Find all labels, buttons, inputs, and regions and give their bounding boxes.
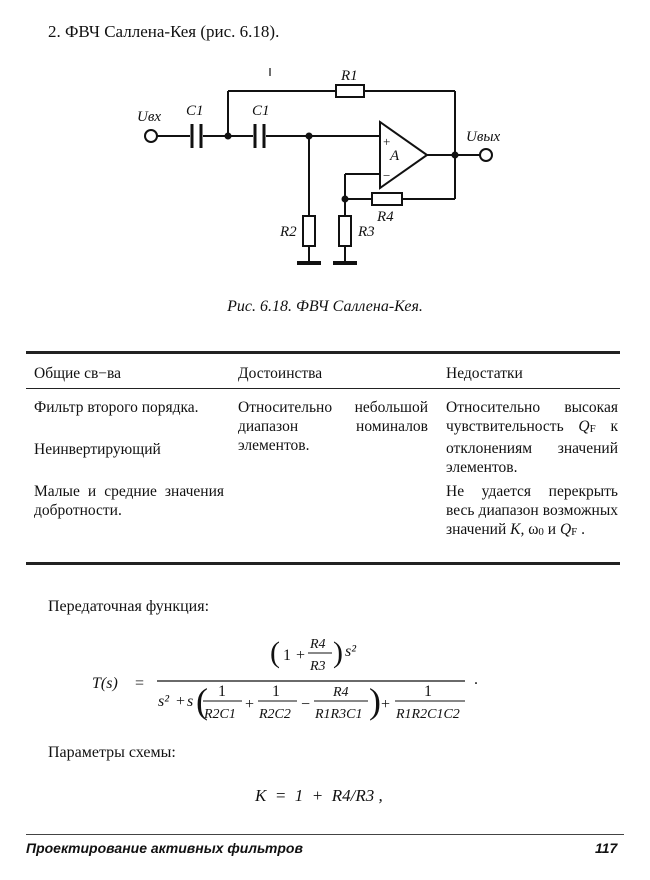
- k-formula: K = 1 + R4/R3 ,: [255, 786, 383, 805]
- label-r1: R1: [341, 68, 358, 84]
- transfer-function-formula: [0, 628, 650, 728]
- header-disadvantages: Недостатки: [446, 365, 523, 382]
- resistor-r1: [336, 85, 364, 97]
- resistor-r2: [303, 216, 315, 246]
- label-uout: Uвых: [466, 129, 501, 145]
- output-terminal: [480, 149, 492, 161]
- label-uin: Uвх: [137, 109, 162, 125]
- footer-title: Проектирование активных фильтров: [26, 840, 303, 856]
- node-dot-inv: [342, 196, 349, 203]
- node-dot-output: [452, 152, 459, 159]
- label-r3: R3: [358, 224, 375, 240]
- advantage-item: Относительно небольшой диапазон номиналов элементов.: [238, 399, 428, 454]
- transfer-function-label: Передаточная функция:: [48, 598, 210, 615]
- table-header-rule: [26, 388, 620, 389]
- den-plus2: +: [245, 696, 255, 713]
- num-paren-close: ): [333, 636, 343, 669]
- params-label: Параметры схемы:: [48, 744, 176, 761]
- den-paren-close: ): [369, 681, 381, 721]
- label-minus: −: [383, 168, 391, 183]
- disadvantage-item-range: Не удается перекрыть весь диапазон возможных значений K, ω0 и QF .: [446, 483, 618, 538]
- den-plus1: +: [176, 693, 186, 710]
- num-plus: +: [296, 647, 306, 664]
- den-s2: s²: [158, 693, 170, 710]
- node-dot-c1: [225, 133, 232, 140]
- label-r4: R4: [377, 209, 394, 225]
- den-minus: −: [301, 696, 311, 713]
- input-terminal: [145, 130, 157, 142]
- den-r4: R4: [333, 685, 349, 700]
- den-one-b: 1: [272, 683, 280, 700]
- den-one-a: 1: [218, 683, 226, 700]
- den-r2c1: R2C1: [204, 707, 236, 722]
- formula-eq: =: [135, 675, 145, 692]
- resistor-r4: [372, 193, 402, 205]
- general-item-quality: Малые и средние значения добротности.: [34, 483, 224, 519]
- general-item-order: Фильтр второго порядка.: [34, 399, 199, 416]
- den-r1r3c1: R1R3C1: [315, 707, 363, 722]
- label-c1b: C1: [252, 103, 270, 119]
- table-bottom-rule: [26, 562, 620, 565]
- formula-lhs: T(s): [92, 675, 118, 692]
- den-one-c: 1: [424, 683, 432, 700]
- den-r2c2: R2C2: [259, 707, 291, 722]
- footer-rule: [26, 834, 624, 835]
- header-advantages: Достоинства: [238, 365, 323, 382]
- general-item-noninverting: Неинвертирующий: [34, 441, 161, 458]
- node-dot-noninv: [306, 133, 313, 140]
- figure-caption: Рис. 6.18. ФВЧ Саллена-Кея.: [227, 298, 423, 315]
- den-s: s: [187, 693, 194, 710]
- den-r1r2c1c2: R1R2C1C2: [396, 707, 460, 722]
- resistor-r3: [339, 216, 351, 246]
- section-heading: 2. ФВЧ Саллена-Кея (рис. 6.18).: [48, 22, 280, 41]
- table-top-rule: [26, 351, 620, 354]
- num-r4: R4: [310, 637, 326, 652]
- den-plus3: +: [381, 696, 391, 713]
- disadvantage-item-sensitivity: Относительно высокая чувствительность QF к отклонениям значений элементов.: [446, 399, 619, 476]
- num-r3: R3: [310, 659, 326, 674]
- label-r2: R2: [280, 224, 297, 240]
- num-paren-open: (: [270, 636, 280, 669]
- den-paren-open: (: [196, 681, 208, 721]
- num-s2: s²: [345, 643, 357, 660]
- label-opamp: A: [390, 148, 400, 164]
- label-c1a: C1: [186, 103, 204, 119]
- header-general: Общие св−ва: [34, 365, 121, 382]
- sallen-key-circuit: [0, 55, 650, 285]
- page-number: 117: [595, 840, 618, 856]
- formula-end: .: [474, 671, 478, 688]
- num-one: 1: [283, 647, 291, 664]
- label-plus: +: [383, 134, 391, 149]
